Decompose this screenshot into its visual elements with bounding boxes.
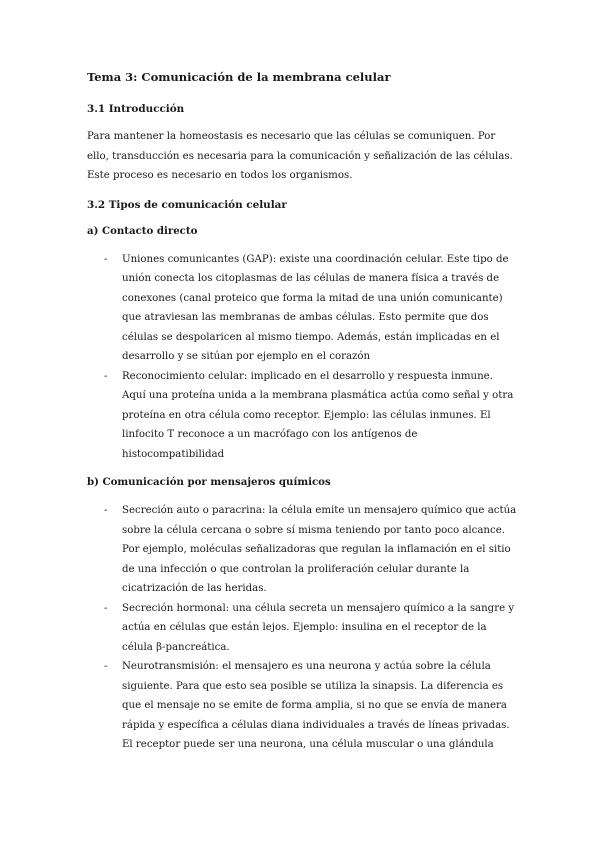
list-item-text: Reconocimiento celular: implicado en el desarrollo y respuesta inmune. Aquí una proteína unida a la membrana plasmática actúa como señal y otra proteína en otra célula como receptor. Ejemplo: las células inmunes. El linfocito T reconoce a un macrófago con los antígenos de histocompatibilidad: [122, 370, 514, 460]
section-heading-introduccion: 3.1 Introducción: [87, 103, 185, 115]
document-body: [87, 70, 517, 755]
list-item-text: Secreción auto o paracrina: la célula emite un mensajero químico que actúa sobre la célula cercana o sobre sí misma teniendo por tanto poco alcance. Por ejemplo, moléculas señalizadoras que regulan la inflamación en el sitio de una infección o que controlan la proliferación celular durante la cicatrización de las heridas.: [122, 505, 517, 594]
mensajeros-quimicos-list: [87, 501, 517, 755]
bullet-marker: -: [104, 602, 108, 614]
list-item-neurotransmision: [87, 657, 517, 755]
list-item-reconocimiento-celular: [87, 367, 517, 465]
list-item-text: Uniones comunicantes (GAP): existe una coordinación celular. Este tipo de unión conecta los citoplasmas de las células de manera física a través de conexones (canal proteico que forma la mitad de una unión comunicante) que atraviesan las membranas de ambas células. Esto permite que dos células se despolaricen al mismo tiempo. Además, están implicadas en el desarrollo y se sitúan por ejemplo en el corazón: [122, 253, 509, 362]
bullet-marker: -: [104, 253, 108, 265]
contacto-directo-list: [87, 250, 517, 465]
list-item-text: Neurotransmisión: el mensajero es una neurona y actúa sobre la célula siguiente. Para que esto sea posible se utiliza la sinapsis. La diferencia es que el mensaje no se emite de forma amplia, si no que se envía de manera rápida y específica a células diana individuales a través de líneas privadas. El receptor puede ser una neurona, una célula muscular o una glándula: [122, 661, 510, 750]
list-item-uniones-comunicantes: [87, 250, 517, 367]
subsection-heading-contacto-directo: a) Contacto directo: [87, 224, 198, 237]
bullet-marker: -: [104, 661, 108, 672]
subsection-heading-mensajeros-quimicos: b) Comunicación por mensajeros químicos: [87, 476, 331, 488]
list-item-secrecion-paracrina: [87, 501, 517, 599]
section-heading-tipos-comunicacion: 3.2 Tipos de comunicación celular: [87, 198, 287, 211]
list-item-secrecion-hormonal: [87, 599, 517, 658]
bullet-marker: -: [104, 505, 108, 516]
introduction-paragraph: Para mantener la homeostasis es necesario que las células se comuniquen. Por ello, transducción es necesaria para la comunicación y señalización de las células. Este proceso es necesario en todos los organismos.: [87, 131, 513, 181]
list-item-text: Secreción hormonal: una célula secreta un mensajero químico a la sangre y actúa en células que están lejos. Ejemplo: insulina en el receptor de la célula β-pancreática.: [122, 602, 515, 653]
bullet-marker: -: [104, 370, 108, 382]
document-title: Tema 3: Comunicación de la membrana celular: [87, 70, 391, 84]
